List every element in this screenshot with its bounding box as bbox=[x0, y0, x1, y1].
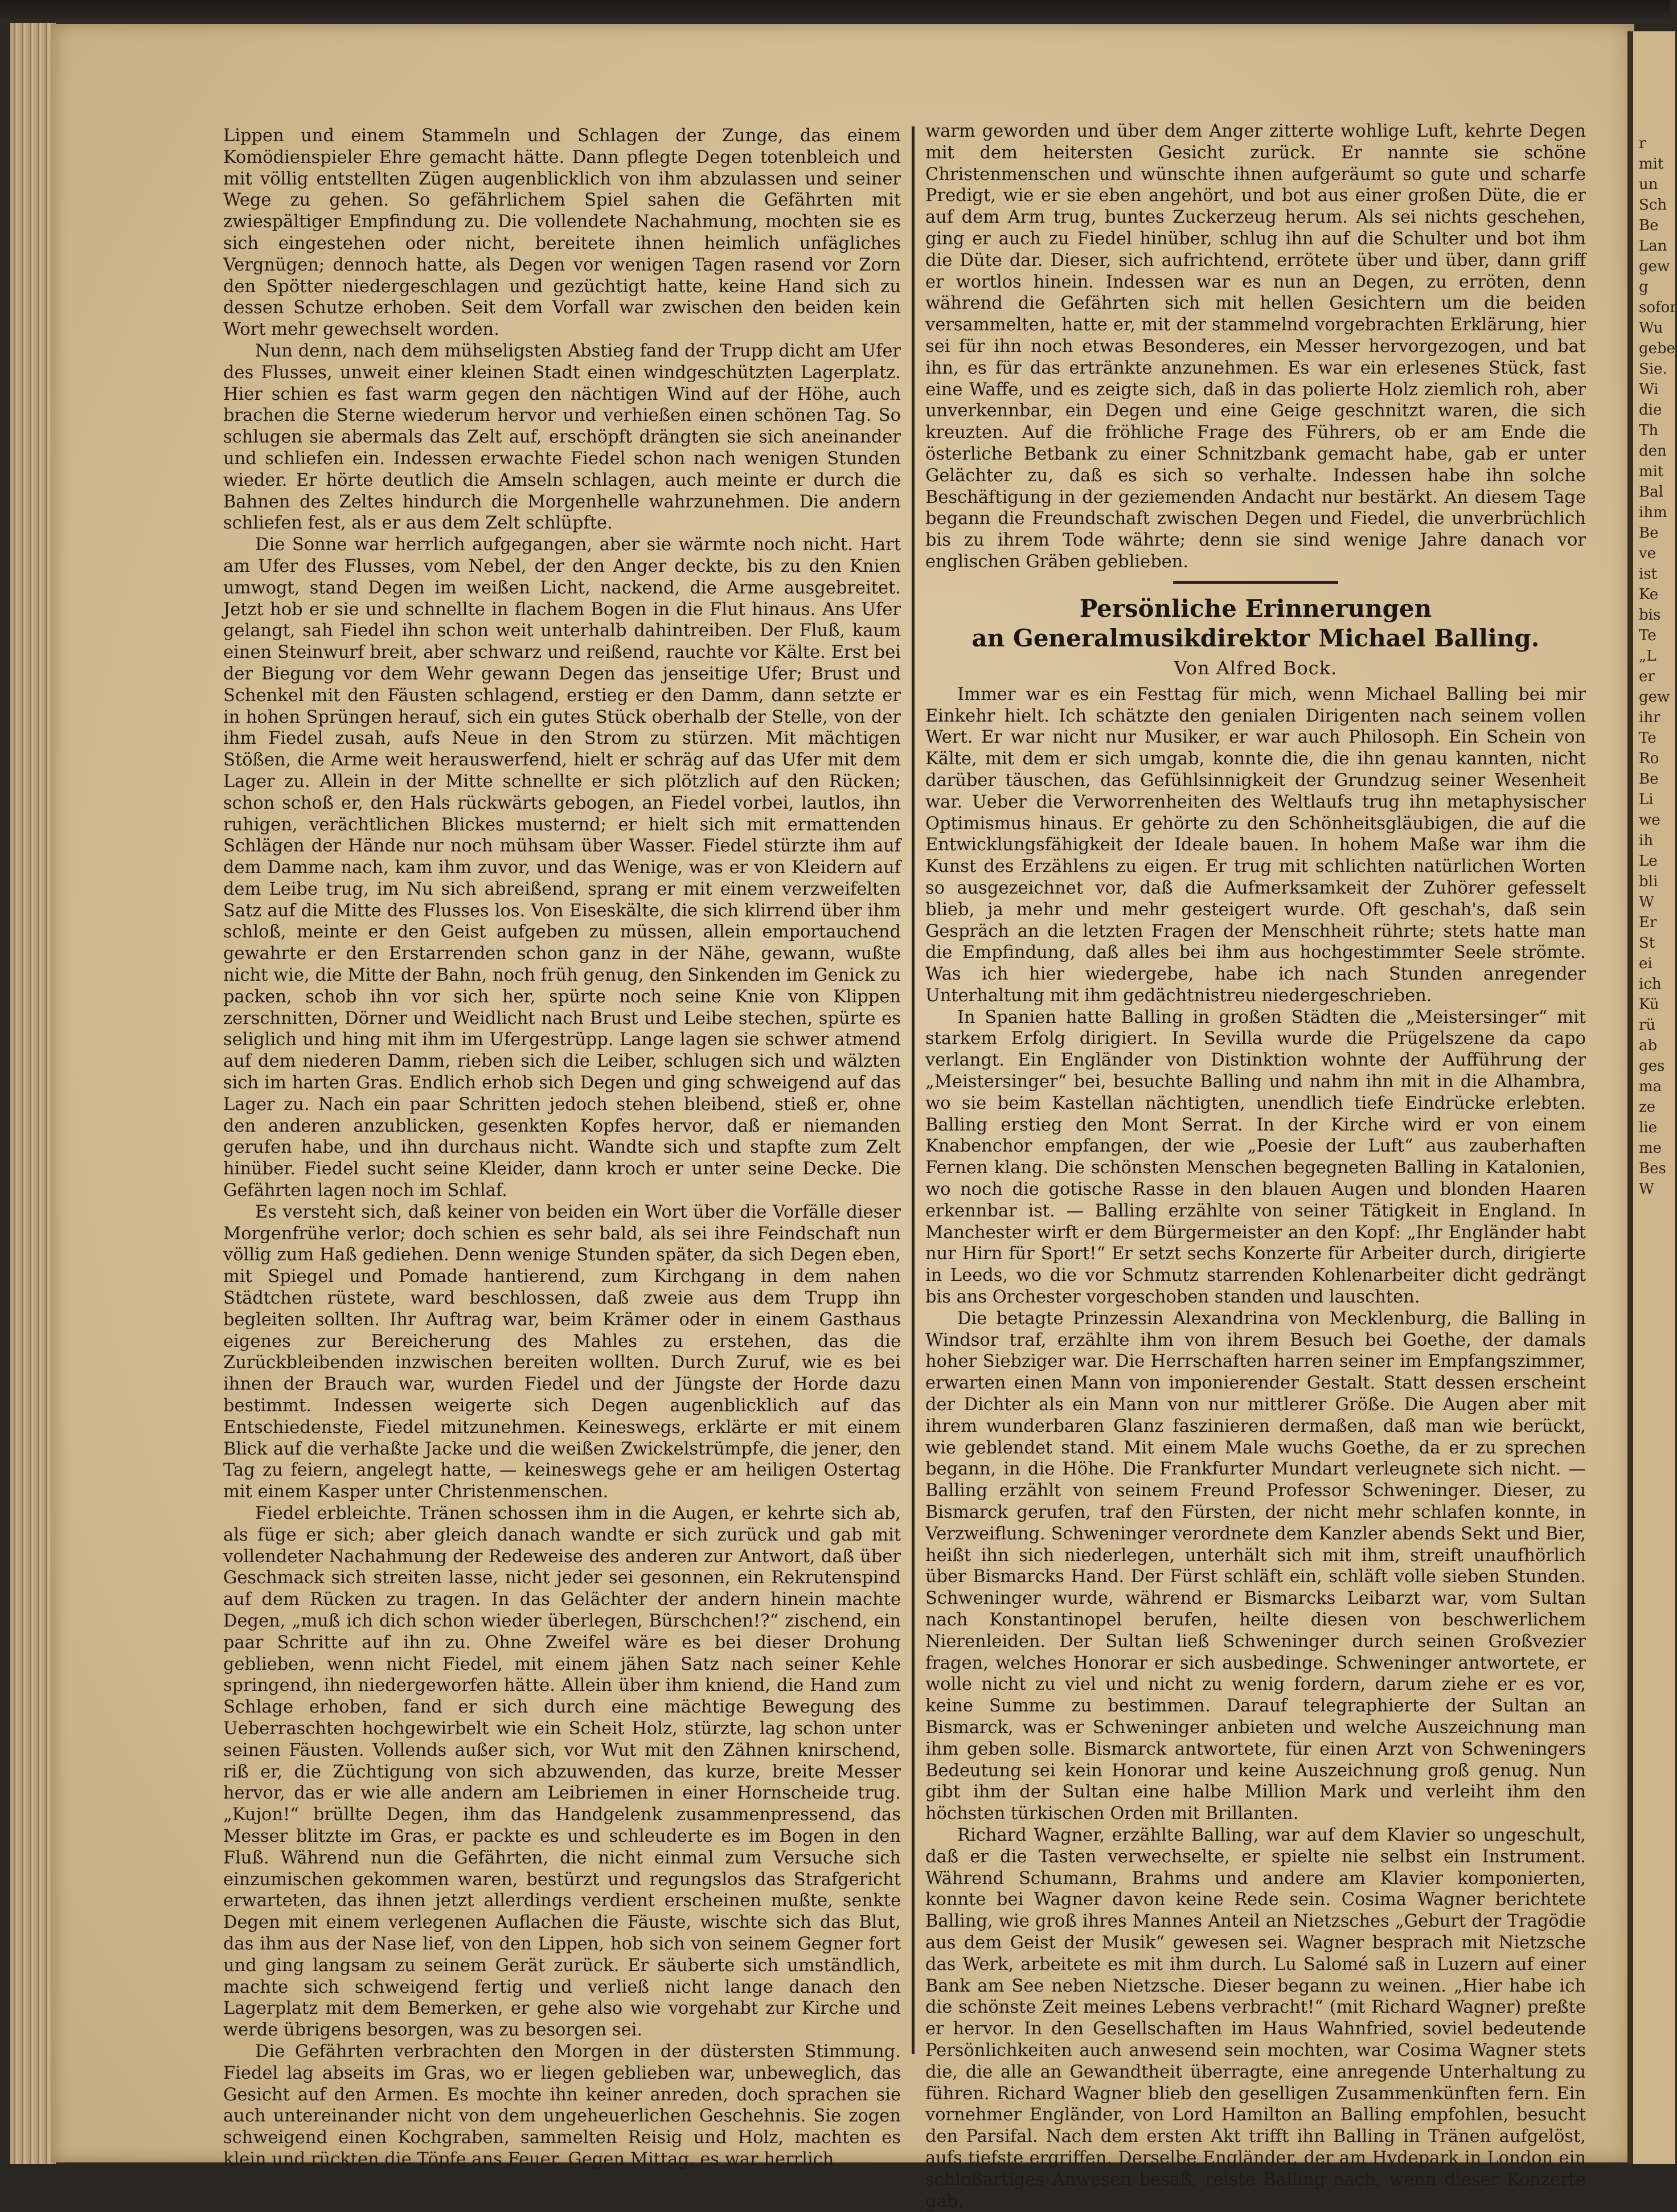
next-page-edge bbox=[1627, 31, 1675, 2164]
next-page-fragment: Wu bbox=[1639, 319, 1663, 337]
next-page-fragment: Er bbox=[1639, 914, 1657, 931]
next-page-fragment: „L bbox=[1639, 648, 1657, 665]
next-page-fragment: lie bbox=[1639, 1119, 1658, 1136]
next-page-fragment: ve bbox=[1639, 545, 1657, 562]
next-page-fragment: Lan bbox=[1639, 237, 1667, 255]
story-conclusion: warm geworden und über dem Anger zitterte wohlige Luft, kehrte Degen mit dem heitersten Gesicht zurück. Er nannte sie schöne Christenmenschen und wünschte ihnen aufgeräumt so gute und scharfe Predigt, wie er sie eben angehört, und bot aus einer großen Düte, die er auf dem Arm trug, buntes Zuckerzeug herum. Als sei nichts geschehen, ging er auch zu Fiedel hinüber, schlug ihn auf die Schulter und bot ihm die Düte dar. Dieser, sich aufrichtend, errötete über und über, dann griff er wortlos hinein. Indessen war es nun an Degen, zu erröten, denn während die Gefährten sich mit hellen Gesichtern um die beiden versammelten, hatte er, mit der stammelnd vorgebrachten Erklärung, hier sei für ihn noch etwas Besonderes, ein Messer hervorgezogen, und bat ihn, es für das ertränkte anzunehmen. Es war ein erlesenes Stück, fast eine Waffe, und es zeigte sich, daß in das polierte Holz ziemlich roh, aber unverkennbar, ein Degen und eine Geige geschnitzt waren, die sich kreuzten. Auf die fröhliche Frage des Führers, ob er am Ende die österliche Betbank zu einer Schnitzbank gemacht habe, gab er unter Gelächter zu, daß es sich so verhalte. Indessen habe ihn solche Beschäftigung in der geziemenden Andacht nur bestärkt. An diesem Tage begann die Freundschaft zwischen Degen und Fiedel, die unverbrüchlich bis zu ihrem Tode währte; denn sie sind wenige Jahre danach vor englischen Gräben geblieben. bbox=[925, 121, 1586, 572]
next-page-fragment: gew bbox=[1639, 258, 1670, 275]
next-page-fragment: gew bbox=[1639, 689, 1670, 706]
article-byline: Von Alfred Bock. bbox=[1174, 657, 1338, 679]
next-page-fragment: den bbox=[1639, 443, 1667, 460]
next-page-fragment: Wi bbox=[1639, 381, 1659, 398]
left-paragraph: Es versteht sich, daß keiner von beiden ein Wort über die Vorfälle dieser Morgenfrühe verlor; doch schien es sehr bald, als sei ihre Feindschaft nun völlig zum Haß gediehen. Denn wenige Stunden später, da sich Degen eben, mit Spiegel und Pomade hantierend, zum Kirchgang in dem nahen Städtchen rüstete, ward beschlossen, daß zweie aus dem Trupp ihn begleiten sollten. Ihr Auftrag war, beim Krämer oder in einem Gasthaus eigenes zur Bereicherung des Mahles zu erstehen, das die Zurückbleibenden inzwischen bereiten wollten. Durch Zuruf, wie es bei ihnen der Brauch war, wurden Fiedel und der Jüngste der Horde dazu bestimmt. Indessen weigerte sich Degen augenblicklich auf das Entschiedenste, Fiedel mitzunehmen. Keineswegs, erklärte er mit einem Blick auf die verhaßte Jacke und die weißen Zwickelstrümpfe, die jener, den Tag zu feiern, angelegt hatte, — keineswegs gehe er am heiligen Ostertag mit einem Kasper unter Christenmenschen. bbox=[223, 1202, 901, 1502]
next-page-fragment: bis bbox=[1639, 607, 1661, 624]
article-title-line-1: Persönliche Erinnerungen bbox=[1079, 594, 1432, 622]
next-page-fragment: W bbox=[1639, 1181, 1654, 1198]
next-page-fragment: ei bbox=[1639, 955, 1653, 972]
book-page-edges bbox=[10, 23, 56, 2164]
article-title bbox=[925, 594, 1586, 653]
next-page-fragment: Be bbox=[1639, 217, 1659, 234]
next-page-fragment: gebe bbox=[1639, 340, 1676, 357]
next-page-fragment: me bbox=[1639, 1140, 1662, 1157]
next-page-fragment: Li bbox=[1639, 791, 1654, 808]
next-page-fragment: ist bbox=[1639, 566, 1658, 583]
next-page-fragment: ih bbox=[1639, 832, 1654, 849]
next-page-fragment: r bbox=[1639, 135, 1646, 152]
next-page-fragment: Th bbox=[1639, 422, 1659, 439]
next-page-fragment: ihr bbox=[1639, 709, 1660, 726]
next-page-fragment: Be bbox=[1639, 771, 1659, 788]
next-page-fragment: un bbox=[1639, 176, 1658, 193]
next-page-fragment: rü bbox=[1639, 1017, 1656, 1034]
next-page-fragment: ihm bbox=[1639, 504, 1667, 521]
next-page-fragment: mit bbox=[1639, 463, 1664, 480]
next-page-fragment: Bal bbox=[1639, 484, 1663, 501]
next-page-fragment: g bbox=[1639, 278, 1649, 296]
next-page-fragment: Te bbox=[1639, 627, 1657, 644]
left-paragraph: Fiedel erbleichte. Tränen schossen ihm in die Augen, er kehrte sich ab, als füge er sich; aber gleich danach wandte er sich zurück und gab mit vollendeter Nachahmung der Redeweise des anderen zur Antwort, daß über Geschmack sich streiten lasse, nicht jeder sei gesonnen, ein Rekrutenspind auf dem Rücken zu tragen. In das Gelächter der andern hinein machte Degen, „muß ich dich schon wieder überlegen, Bürschchen!?“ zischend, ein paar Schritte auf ihn zu. Ohne Zweifel wäre es bei dieser Drohung geblieben, wenn nicht Fiedel, mit einem jähen Satz nach seiner Kehle springend, ihn niedergeworfen hätte. Allein über ihm kniend, die Hand zum Schlage erhoben, fand er sich durch eine mächtige Bewegung des Ueberraschten hochgewirbelt wie ein Scheit Holz, stürzte, lag schon unter seinen Fäusten. Vollends außer sich, vor Wut mit den Zähnen knirschend, riß er, die Züchtigung von sich abzuwenden, das kurze, breite Messer hervor, das er wie alle andern am Leibriemen in einer Hornscheide trug. „Kujon!“ brüllte Degen, ihm das Handgelenk zusammenpressend, das Messer blitzte im Gras, er packte es und schleuderte es im Bogen in den Fluß. Während nun die Gefährten, die nicht einmal zum Versuche sich einzumischen gekommen waren, bestürzt und regungslos das Strafgericht erwarteten, das ihnen jetzt allerdings verdient erscheinen mußte, senkte Degen mit einem verlegenen Auflachen die Fäuste, wischte sich das Blut, das ihm aus der Nase lief, von den Lippen, hob sich von seinem Gegner fort und ging langsam zu seinem Gerät zurück. Er säuberte sich umständlich, machte sich schweigend fertig und verließ nicht lange danach den Lagerplatz mit dem Bemerken, er gehe also wie vorgehabt zur Kirche und werde übrigens besorgen, was zu besorgen sei. bbox=[223, 1504, 901, 2041]
article-paragraph: Richard Wagner, erzählte Balling, war auf dem Klavier so ungeschult, daß er die Tasten verwechselte, er spielte nie selbst ein Instrument. Während Schumann, Brahms und andere am Klavier komponierten, konnte bei Wagner davon keine Rede sein. Cosima Wagner berichtete Balling, wie groß ihres Mannes Anteil an Nietzsches „Geburt der Tragödie aus dem Geist der Musik“ gewesen sei. Wagner besprach mit Nietzsche das Werk, arbeitete es mit ihm durch. Lu Salomé saß in Luzern auf einer Bank am See neben Nietzsche. Dieser begann zu weinen. „Hier habe ich die schönste Zeit meines Lebens verbracht!“ (mit Richard Wagner) preßte er hervor. In den Gesellschaften im Haus Wahnfried, soviel bedeutende Persönlichkeiten auch anwesend sein mochten, war Cosima Wagner stets die, die alle an Gewandtheit überragte, eine anregende Unterhaltung zu führen. Richard Wagner blieb den geselligen Zusammenkünften fern. Ein vornehmer Engländer, von Lord Hamilton an Balling empfohlen, besucht den Parsifal. Nach dem ersten Akt trifft ihn Balling in Tränen aufgelöst, aufs tiefste ergriffen. Derselbe Engländer, der am Hydepark in London ein schloßartiges Anwesen besaß, reiste Balling nach, wenn dieser Konzerte gab. bbox=[925, 1825, 1586, 2211]
next-page-fragment: Bes bbox=[1639, 1160, 1666, 1177]
next-page-fragment: ze bbox=[1639, 1099, 1656, 1116]
left-column bbox=[223, 125, 901, 2170]
left-paragraph: Die Gefährten verbrachten den Morgen in der düstersten Stimmung. Fiedel lag abseits im Gras, wo er liegen geblieben war, unbeweglich, das Gesicht auf den Armen. Es mochte ihn keiner anreden, doch sprachen sie auch untereinander nicht von dem ungeheuerlichen Geschehnis. Sie zogen schweigend einen Kochgraben, sammelten Reisig und Holz, machten es klein und rückten die Töpfe ans Feuer. Gegen Mittag, es war herrlich bbox=[223, 2041, 901, 2169]
next-page-fragment: St bbox=[1639, 935, 1655, 952]
scan-background-top bbox=[0, 0, 1670, 23]
next-page-fragment: sofor bbox=[1639, 299, 1677, 316]
next-page-fragment: Be bbox=[1639, 525, 1659, 542]
left-paragraph: Die Sonne war herrlich aufgegangen, aber sie wärmte noch nicht. Hart am Ufer des Flusses, vom Nebel, der den Anger deckte, bis zu den Knien umwogt, stand Degen im weißen Licht, nackend, die Arme ausgebreitet. Jetzt hob er sie und schnellte in flachem Bogen in die Flut hinaus. Ans Ufer gelangt, sah Fiedel ihn schon weit unterhalb dahintreiben. Der Fluß, kaum einen Steinwurf breit, aber schwarz und reißend, rauchte vor Kälte. Erst bei der Biegung vor dem Wehr gewann Degen das jenseitige Ufer; Brust und Schenkel mit den Fäusten schlagend, erstieg er den Damm, dann setzte er in hohen Sprüngen herauf, sich ein gutes Stück oberhalb der Stelle, von der ihm Fiedel zusah, aufs Neue in den Strom zu stürzen. Mit mächtigen Stößen, die Arme weit herauswerfend, hielt er schräg auf das Ufer mit dem Lager zu. Allein in der Mitte schnellte er sich plötzlich auf den Rücken; schon schoß er, den Hals rückwärts gebogen, an Fiedel vorbei, lautlos, ihn ruhigen, verächtlichen Blickes musternd; er hielt sich mit ermattenden Schlägen der Hände nur noch mühsam über Wasser. Fiedel stürzte ihm auf dem Damme nach, kam ihm zuvor, und das Wenige, was er von Kleidern auf dem Leibe trug, im Nu sich abreißend, sprang er mit einem verzweifelten Satz auf die Mitte des Flusses los. Von Eiseskälte, die sich klirrend über ihm schloß, meinte er den Geist aufgeben zu müssen, allein emportauchend gewahrte er den Erstarrenden schon ganz in der Nähe, gewann, wußte nicht wie, die Mitte der Bahn, noch früh genug, den Sinkenden im Genick zu packen, schob ihn vor sich her, spürte noch seine Knie von Klippen zerschnitten, Dörner und Weidlicht nach Brust und Leibe stechen, spürte es seliglich und hing mit ihm im Ufergestrüpp. Lange lagen sie schwer atmend auf dem niederen Damm, rieben sich die Leiber, schlugen sich und wälzten sich im harten Gras. Endlich erhob sich Degen und ging schweigend auf das Lager zu. Nach ein paar Schritten jedoch stehen bleibend, stieß er, ohne den anderen anzublicken, gesenkten Kopfes hervor, daß er niemanden gerufen habe, und ihn durchaus nicht. Wandte sich und stapfte zum Zelt hinüber. Fiedel sucht seine Kleider, dann kroch er unter seine Decke. Die Gefährten lagen noch im Schlaf. bbox=[223, 535, 901, 1201]
column-divider bbox=[912, 126, 915, 2054]
article-paragraph: In Spanien hatte Balling in großen Städten die „Meistersinger“ mit starkem Erfolg dirigiert. In Sevilla wurde die Prügelszene da capo verlangt. Ein Engländer von Distinktion wohnte der Aufführung der „Meistersinger“ bei, besuchte Balling und nahm ihn mit in die Alhambra, wo sie beim Kastellan nächtigten, unendlich tiefe Eindrücke erlebten. Balling erstieg den Mont Serrat. In der Kirche wird er von einem Knabenchor empfangen, der wie „Poesie der Luft“ aus zauberhaften Fernen klang. Die schönsten Menschen begegneten Balling in Katalonien, wo noch die gotische Rasse in den blauen Augen und blonden Haaren erkennbar ist. — Balling erzählte von seiner Tätigkeit in England. In Manchester wirft er dem Bürgermeister an den Kopf: „Ihr Engländer habt nur Hirn für Sport!“ Er setzt sechs Konzerte für Arbeiter durch, dirigierte in Leeds, wo die vor Schmutz starrenden Kohlenarbeiter dicht gedrängt bis ans Orchester vorgeschoben standen und lauschten. bbox=[925, 1007, 1586, 1308]
next-page-fragment: bli bbox=[1639, 873, 1658, 890]
next-page-fragment: mit bbox=[1639, 155, 1664, 173]
next-page-fragment: ab bbox=[1639, 1037, 1658, 1054]
right-column bbox=[925, 121, 1586, 2212]
next-page-fragment: ma bbox=[1639, 1078, 1662, 1095]
next-page-fragment: Le bbox=[1639, 853, 1658, 870]
next-page-fragment: ich bbox=[1639, 976, 1662, 993]
left-paragraph: Nun denn, nach dem mühseligsten Abstieg fand der Trupp dicht am Ufer des Flusses, unweit einer kleinen Stadt einen windgeschützten Lagerplatz. Hier schien es fast warm gegen den nächtigen Wind auf der Höhe, auch brachen die Sterne wiederum hervor und verhießen einen schönen Tag. So schlugen sie abermals das Zelt auf, erschöpft drängten sie sich aneinander und schliefen ein. Indessen erwachte Fiedel schon nach wenigen Stunden wieder. Er hörte deutlich die Amseln schlagen, auch meinte er durch die Bahnen des Zeltes hindurch die Morgenhelle wahrzunehmen. Die andern schliefen fest, als er aus dem Zelt schlüpfte. bbox=[223, 341, 901, 534]
next-page-fragment: we bbox=[1639, 812, 1660, 829]
article-paragraph: Die betagte Prinzessin Alexandrina von Mecklenburg, die Balling in Windsor traf, erzählte ihm von ihrem Besuch bei Goethe, der damals hoher Siebziger war. Die Herrschaften harren seiner im Empfangszimmer, erwarten einen Mann von imponierender Gestalt. Statt dessen erscheint der Dichter als ein Mann von nur mittlerer Größe. Die Augen aber mit ihrem wunderbaren Glanz faszinieren dermaßen, daß man wie berückt, wie geblendet stand. Mit einem Male wuchs Goethe, da er zu sprechen begann, in die Höhe. Die Frankfurter Mundart verleugnete sich nicht. — Balling erzählt von seinem Freund Professor Schweninger. Dieser, zu Bismarck gerufen, traf den Fürsten, der nicht mehr schlafen konnte, in Verzweiflung. Schweninger verordnete dem Kanzler abends Sekt und Bier, heißt ihn sich niederlegen, unterhält sich mit ihm, streift unaufhörlich über Bismarcks Hand. Der Fürst schläft ein, schläft volle sieben Stunden. Schweninger wurde, während er Bismarcks Leibarzt war, vom Sultan nach Konstantinopel berufen, heilte diesen von beschwerlichem Nierenleiden. Der Sultan ließ Schweninger durch seinen Großvezier fragen, welches Honorar er sich ausbedinge. Schweninger antwortete, er wolle nicht zu viel und nicht zu wenig fordern, darum ziehe er es vor, keine Summe zu bestimmen. Darauf telegraphierte der Sultan an Bismarck, was er Schweninger anbieten und welche Auszeichnung man ihm geben solle. Bismarck antwortete, für einen Arzt von Schweningers Bedeutung sei kein Honorar und keine Auszeichnung groß genug. Nun gibt ihm der Sultan eine halbe Million Mark und verleiht ihm den höchsten türkischen Orden mit Brillanten. bbox=[925, 1308, 1586, 1824]
next-page-fragment: Ke bbox=[1639, 586, 1659, 603]
left-paragraph: Lippen und einem Stammeln und Schlagen der Zunge, das einem Komödienspieler Ehre gemacht hätte. Dann pflegte Degen totenbleich und mit völlig entstellten Zügen augenblicklich von ihm abzulassen und seiner Wege zu gehen. So gefährlichem Spiel sahen die Gefährten mit zwiespältiger Empfindung zu. Die vollendete Nachahmung, mochten sie es sich eingestehen oder nicht, bereitete ihnen heimlich unfägliches Vergnügen; dennoch hatte, als Degen vor wenigen Tagen rasend vor Zorn den Spötter niedergeschlagen und gezüchtigt hatte, keine Hand sich zu dessen Schutze erhoben. Seit dem Vorfall war zwischen den beiden kein Wort mehr gewechselt worden. bbox=[223, 126, 901, 340]
section-divider bbox=[1173, 581, 1338, 584]
article-title-line-2: an Generalmusikdirektor Michael Balling. bbox=[971, 624, 1540, 652]
next-page-fragment: Sie. bbox=[1639, 361, 1667, 378]
next-page-fragment: W bbox=[1639, 894, 1654, 911]
next-page-fragment: Ro bbox=[1639, 750, 1659, 767]
next-page-fragment: Sch bbox=[1639, 196, 1667, 214]
next-page-fragment: er bbox=[1639, 668, 1655, 685]
next-page-fragment: ges bbox=[1639, 1058, 1665, 1075]
next-page-fragment: Te bbox=[1639, 730, 1657, 747]
next-page-fragment: Kü bbox=[1639, 996, 1659, 1013]
next-page-fragment: die bbox=[1639, 402, 1662, 419]
article-paragraph: Immer war es ein Festtag für mich, wenn Michael Balling bei mir Einkehr hielt. Ich schätzte den genialen Dirigenten nach seinem vollen Wert. Er war nicht nur Musiker, er war auch Philosoph. Ein Schein von Kälte, mit dem er sich umgab, konnte die, die ihn genau kannten, nicht darüber täuschen, das Gefühlsinnigkeit der Grundzug seiner Wesenheit war. Ueber die Verworrenheiten des Weltlaufs trug ihn metaphysischer Optimismus hinaus. Er gehörte zu den Schönheitsgläubigen, die auf die Entwicklungsfähigkeit der Ideale bauen. In hohem Maße war ihm die Kunst des Erzählens zu eigen. Er trug mit schlichten natürlichen Worten so ausgezeichnet vor, daß die Aufmerksamkeit der Zuhörer gefesselt blieb, ja mehr und mehr gesteigert wurde. Oft geschah's, daß sein Gespräch an die letzten Fragen der Menschheit rührte; stets hatte man die Empfindung, daß alles bei ihm aus hochgestimmter Seele strömte. Was ich hier wiedergebe, habe ich nach Stunden anregender Unterhaltung mit ihm gedächtnistreu niedergeschrieben. bbox=[925, 684, 1586, 1006]
